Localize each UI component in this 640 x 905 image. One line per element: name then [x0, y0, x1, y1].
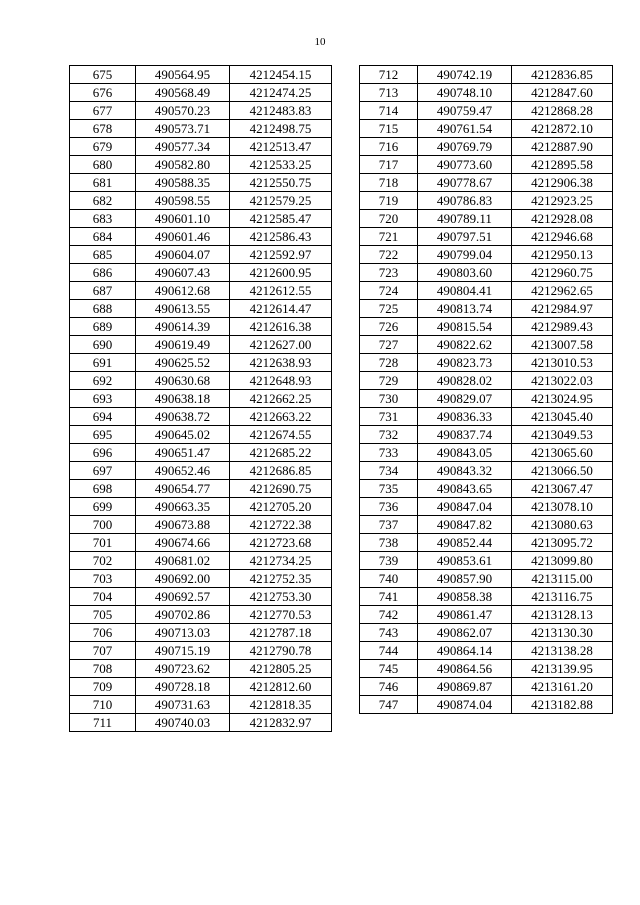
table-row [70, 246, 332, 264]
table-row [70, 714, 332, 732]
y-coordinate-cell: 4212690.75 [230, 480, 332, 498]
x-coordinate-cell: 490843.05 [418, 444, 512, 462]
y-coordinate-cell: 4213065.60 [512, 444, 613, 462]
table-row [70, 408, 332, 426]
point-number-cell: 723 [360, 264, 418, 282]
table-row [360, 516, 613, 534]
x-coordinate-cell: 490625.52 [136, 354, 230, 372]
y-coordinate-cell: 4212685.22 [230, 444, 332, 462]
table-row [70, 642, 332, 660]
table-row [360, 156, 613, 174]
y-coordinate-cell: 4213007.58 [512, 336, 613, 354]
point-number-cell: 734 [360, 462, 418, 480]
y-coordinate-cell: 4213049.53 [512, 426, 613, 444]
x-coordinate-cell: 490604.07 [136, 246, 230, 264]
y-coordinate-cell: 4212989.43 [512, 318, 613, 336]
y-coordinate-cell: 4212722.38 [230, 516, 332, 534]
x-coordinate-cell: 490654.77 [136, 480, 230, 498]
y-coordinate-cell: 4212474.25 [230, 84, 332, 102]
point-number-cell: 690 [70, 336, 136, 354]
x-coordinate-cell: 490651.47 [136, 444, 230, 462]
y-coordinate-cell: 4213010.53 [512, 354, 613, 372]
x-coordinate-cell: 490713.03 [136, 624, 230, 642]
x-coordinate-cell: 490731.63 [136, 696, 230, 714]
x-coordinate-cell: 490804.41 [418, 282, 512, 300]
y-coordinate-cell: 4212579.25 [230, 192, 332, 210]
y-coordinate-cell: 4212950.13 [512, 246, 613, 264]
x-coordinate-cell: 490638.72 [136, 408, 230, 426]
table-row [70, 606, 332, 624]
table-row [360, 390, 613, 408]
x-coordinate-cell: 490769.79 [418, 138, 512, 156]
x-coordinate-cell: 490759.47 [418, 102, 512, 120]
table-row [70, 570, 332, 588]
y-coordinate-cell: 4212946.68 [512, 228, 613, 246]
y-coordinate-cell: 4212614.47 [230, 300, 332, 318]
y-coordinate-cell: 4212960.75 [512, 264, 613, 282]
y-coordinate-cell: 4213067.47 [512, 480, 613, 498]
table-row [70, 300, 332, 318]
y-coordinate-cell: 4213161.20 [512, 678, 613, 696]
x-coordinate-cell: 490773.60 [418, 156, 512, 174]
point-number-cell: 679 [70, 138, 136, 156]
y-coordinate-cell: 4212847.60 [512, 84, 613, 102]
table-row [360, 138, 613, 156]
x-coordinate-cell: 490564.95 [136, 66, 230, 84]
table-row [360, 192, 613, 210]
coordinates-table-left [69, 65, 332, 732]
x-coordinate-cell: 490645.02 [136, 426, 230, 444]
x-coordinate-cell: 490728.18 [136, 678, 230, 696]
point-number-cell: 707 [70, 642, 136, 660]
point-number-cell: 710 [70, 696, 136, 714]
table-row [70, 318, 332, 336]
table-row [360, 642, 613, 660]
x-coordinate-cell: 490778.67 [418, 174, 512, 192]
x-coordinate-cell: 490837.74 [418, 426, 512, 444]
y-coordinate-cell: 4213115.00 [512, 570, 613, 588]
y-coordinate-cell: 4212928.08 [512, 210, 613, 228]
table-row [360, 696, 613, 714]
point-number-cell: 730 [360, 390, 418, 408]
y-coordinate-cell: 4212906.38 [512, 174, 613, 192]
point-number-cell: 704 [70, 588, 136, 606]
x-coordinate-cell: 490598.55 [136, 192, 230, 210]
y-coordinate-cell: 4213099.80 [512, 552, 613, 570]
x-coordinate-cell: 490692.57 [136, 588, 230, 606]
y-coordinate-cell: 4212752.35 [230, 570, 332, 588]
point-number-cell: 720 [360, 210, 418, 228]
y-coordinate-cell: 4212483.83 [230, 102, 332, 120]
point-number-cell: 701 [70, 534, 136, 552]
point-number-cell: 705 [70, 606, 136, 624]
y-coordinate-cell: 4212686.85 [230, 462, 332, 480]
y-coordinate-cell: 4212723.68 [230, 534, 332, 552]
point-number-cell: 683 [70, 210, 136, 228]
point-number-cell: 746 [360, 678, 418, 696]
y-coordinate-cell: 4213130.30 [512, 624, 613, 642]
point-number-cell: 677 [70, 102, 136, 120]
y-coordinate-cell: 4212498.75 [230, 120, 332, 138]
y-coordinate-cell: 4213128.13 [512, 606, 613, 624]
table-row [70, 660, 332, 678]
table-row [360, 84, 613, 102]
x-coordinate-cell: 490829.07 [418, 390, 512, 408]
x-coordinate-cell: 490601.10 [136, 210, 230, 228]
table-row [70, 66, 332, 84]
y-coordinate-cell: 4212805.25 [230, 660, 332, 678]
y-coordinate-cell: 4212513.47 [230, 138, 332, 156]
x-coordinate-cell: 490614.39 [136, 318, 230, 336]
point-number-cell: 716 [360, 138, 418, 156]
point-number-cell: 688 [70, 300, 136, 318]
x-coordinate-cell: 490789.11 [418, 210, 512, 228]
point-number-cell: 721 [360, 228, 418, 246]
point-number-cell: 702 [70, 552, 136, 570]
x-coordinate-cell: 490843.32 [418, 462, 512, 480]
point-number-cell: 682 [70, 192, 136, 210]
table-row [70, 552, 332, 570]
point-number-cell: 694 [70, 408, 136, 426]
table-row [360, 426, 613, 444]
x-coordinate-cell: 490843.65 [418, 480, 512, 498]
table-row [360, 660, 613, 678]
table-row [70, 426, 332, 444]
x-coordinate-cell: 490813.74 [418, 300, 512, 318]
y-coordinate-cell: 4212734.25 [230, 552, 332, 570]
table-row [70, 156, 332, 174]
y-coordinate-cell: 4212533.25 [230, 156, 332, 174]
table-row [70, 192, 332, 210]
y-coordinate-cell: 4212586.43 [230, 228, 332, 246]
x-coordinate-cell: 490803.60 [418, 264, 512, 282]
y-coordinate-cell: 4213139.95 [512, 660, 613, 678]
y-coordinate-cell: 4212627.00 [230, 336, 332, 354]
y-coordinate-cell: 4212962.65 [512, 282, 613, 300]
point-number-cell: 724 [360, 282, 418, 300]
point-number-cell: 709 [70, 678, 136, 696]
table-row [70, 498, 332, 516]
y-coordinate-cell: 4212836.85 [512, 66, 613, 84]
table-row [360, 354, 613, 372]
table-row [360, 120, 613, 138]
point-number-cell: 731 [360, 408, 418, 426]
point-number-cell: 718 [360, 174, 418, 192]
y-coordinate-cell: 4212600.95 [230, 264, 332, 282]
table-row [70, 174, 332, 192]
y-coordinate-cell: 4213022.03 [512, 372, 613, 390]
y-coordinate-cell: 4212638.93 [230, 354, 332, 372]
point-number-cell: 735 [360, 480, 418, 498]
point-number-cell: 742 [360, 606, 418, 624]
x-coordinate-cell: 490822.62 [418, 336, 512, 354]
point-number-cell: 676 [70, 84, 136, 102]
table-row [360, 588, 613, 606]
table-row [70, 102, 332, 120]
point-number-cell: 691 [70, 354, 136, 372]
table-row [70, 264, 332, 282]
point-number-cell: 712 [360, 66, 418, 84]
table-row [360, 318, 613, 336]
y-coordinate-cell: 4213138.28 [512, 642, 613, 660]
x-coordinate-cell: 490853.61 [418, 552, 512, 570]
x-coordinate-cell: 490857.90 [418, 570, 512, 588]
x-coordinate-cell: 490612.68 [136, 282, 230, 300]
table-row [360, 372, 613, 390]
x-coordinate-cell: 490852.44 [418, 534, 512, 552]
x-coordinate-cell: 490607.43 [136, 264, 230, 282]
point-number-cell: 706 [70, 624, 136, 642]
table-row [360, 408, 613, 426]
x-coordinate-cell: 490861.47 [418, 606, 512, 624]
y-coordinate-cell: 4212887.90 [512, 138, 613, 156]
table-row [70, 210, 332, 228]
point-number-cell: 728 [360, 354, 418, 372]
point-number-cell: 684 [70, 228, 136, 246]
point-number-cell: 713 [360, 84, 418, 102]
table-row [70, 84, 332, 102]
y-coordinate-cell: 4212812.60 [230, 678, 332, 696]
x-coordinate-cell: 490864.56 [418, 660, 512, 678]
y-coordinate-cell: 4212662.25 [230, 390, 332, 408]
x-coordinate-cell: 490652.46 [136, 462, 230, 480]
table-row [360, 570, 613, 588]
y-coordinate-cell: 4212868.28 [512, 102, 613, 120]
point-number-cell: 696 [70, 444, 136, 462]
point-number-cell: 729 [360, 372, 418, 390]
page-number: 10 [314, 36, 326, 48]
table-row [360, 552, 613, 570]
point-number-cell: 700 [70, 516, 136, 534]
point-number-cell: 687 [70, 282, 136, 300]
x-coordinate-cell: 490828.02 [418, 372, 512, 390]
table-row [70, 228, 332, 246]
table-row [70, 354, 332, 372]
table-row [70, 624, 332, 642]
y-coordinate-cell: 4212674.55 [230, 426, 332, 444]
point-number-cell: 741 [360, 588, 418, 606]
x-coordinate-cell: 490613.55 [136, 300, 230, 318]
y-coordinate-cell: 4213116.75 [512, 588, 613, 606]
y-coordinate-cell: 4212454.15 [230, 66, 332, 84]
point-number-cell: 693 [70, 390, 136, 408]
y-coordinate-cell: 4212753.30 [230, 588, 332, 606]
y-coordinate-cell: 4212984.97 [512, 300, 613, 318]
x-coordinate-cell: 490568.49 [136, 84, 230, 102]
table-row [70, 372, 332, 390]
point-number-cell: 744 [360, 642, 418, 660]
point-number-cell: 678 [70, 120, 136, 138]
point-number-cell: 699 [70, 498, 136, 516]
x-coordinate-cell: 490740.03 [136, 714, 230, 732]
point-number-cell: 697 [70, 462, 136, 480]
table-row [360, 246, 613, 264]
x-coordinate-cell: 490573.71 [136, 120, 230, 138]
y-coordinate-cell: 4212550.75 [230, 174, 332, 192]
table-row [70, 588, 332, 606]
x-coordinate-cell: 490836.33 [418, 408, 512, 426]
point-number-cell: 698 [70, 480, 136, 498]
x-coordinate-cell: 490663.35 [136, 498, 230, 516]
x-coordinate-cell: 490588.35 [136, 174, 230, 192]
table-row [70, 120, 332, 138]
y-coordinate-cell: 4213095.72 [512, 534, 613, 552]
x-coordinate-cell: 490601.46 [136, 228, 230, 246]
table-row [70, 696, 332, 714]
y-coordinate-cell: 4213080.63 [512, 516, 613, 534]
coordinates-table-right [359, 65, 613, 714]
table-row [360, 480, 613, 498]
y-coordinate-cell: 4212612.55 [230, 282, 332, 300]
x-coordinate-cell: 490847.04 [418, 498, 512, 516]
table-row [360, 534, 613, 552]
x-coordinate-cell: 490742.19 [418, 66, 512, 84]
y-coordinate-cell: 4213078.10 [512, 498, 613, 516]
point-number-cell: 703 [70, 570, 136, 588]
table-row [70, 282, 332, 300]
y-coordinate-cell: 4212663.22 [230, 408, 332, 426]
table-row [70, 516, 332, 534]
point-number-cell: 695 [70, 426, 136, 444]
table-row [360, 66, 613, 84]
point-number-cell: 714 [360, 102, 418, 120]
y-coordinate-cell: 4212923.25 [512, 192, 613, 210]
table-row [70, 336, 332, 354]
y-coordinate-cell: 4212832.97 [230, 714, 332, 732]
y-coordinate-cell: 4212787.18 [230, 624, 332, 642]
table-row [360, 606, 613, 624]
point-number-cell: 725 [360, 300, 418, 318]
y-coordinate-cell: 4212790.78 [230, 642, 332, 660]
point-number-cell: 738 [360, 534, 418, 552]
x-coordinate-cell: 490630.68 [136, 372, 230, 390]
point-number-cell: 685 [70, 246, 136, 264]
y-coordinate-cell: 4213024.95 [512, 390, 613, 408]
x-coordinate-cell: 490673.88 [136, 516, 230, 534]
table-row [360, 282, 613, 300]
point-number-cell: 736 [360, 498, 418, 516]
x-coordinate-cell: 490619.49 [136, 336, 230, 354]
x-coordinate-cell: 490681.02 [136, 552, 230, 570]
point-number-cell: 726 [360, 318, 418, 336]
x-coordinate-cell: 490638.18 [136, 390, 230, 408]
x-coordinate-cell: 490761.54 [418, 120, 512, 138]
x-coordinate-cell: 490799.04 [418, 246, 512, 264]
x-coordinate-cell: 490823.73 [418, 354, 512, 372]
point-number-cell: 692 [70, 372, 136, 390]
x-coordinate-cell: 490692.00 [136, 570, 230, 588]
table-row [360, 336, 613, 354]
x-coordinate-cell: 490786.83 [418, 192, 512, 210]
table-row [70, 462, 332, 480]
table-row [70, 444, 332, 462]
x-coordinate-cell: 490869.87 [418, 678, 512, 696]
table-row [360, 444, 613, 462]
point-number-cell: 747 [360, 696, 418, 714]
point-number-cell: 733 [360, 444, 418, 462]
point-number-cell: 711 [70, 714, 136, 732]
x-coordinate-cell: 490723.62 [136, 660, 230, 678]
point-number-cell: 675 [70, 66, 136, 84]
point-number-cell: 727 [360, 336, 418, 354]
table-row [360, 102, 613, 120]
table-row [360, 228, 613, 246]
y-coordinate-cell: 4212705.20 [230, 498, 332, 516]
point-number-cell: 680 [70, 156, 136, 174]
x-coordinate-cell: 490847.82 [418, 516, 512, 534]
x-coordinate-cell: 490858.38 [418, 588, 512, 606]
y-coordinate-cell: 4212818.35 [230, 696, 332, 714]
y-coordinate-cell: 4213045.40 [512, 408, 613, 426]
point-number-cell: 732 [360, 426, 418, 444]
x-coordinate-cell: 490874.04 [418, 696, 512, 714]
point-number-cell: 722 [360, 246, 418, 264]
x-coordinate-cell: 490797.51 [418, 228, 512, 246]
x-coordinate-cell: 490577.34 [136, 138, 230, 156]
x-coordinate-cell: 490862.07 [418, 624, 512, 642]
x-coordinate-cell: 490674.66 [136, 534, 230, 552]
table-row [360, 678, 613, 696]
x-coordinate-cell: 490570.23 [136, 102, 230, 120]
y-coordinate-cell: 4212872.10 [512, 120, 613, 138]
table-row [70, 534, 332, 552]
point-number-cell: 745 [360, 660, 418, 678]
point-number-cell: 719 [360, 192, 418, 210]
table-row [360, 462, 613, 480]
y-coordinate-cell: 4212895.58 [512, 156, 613, 174]
x-coordinate-cell: 490748.10 [418, 84, 512, 102]
x-coordinate-cell: 490715.19 [136, 642, 230, 660]
y-coordinate-cell: 4212648.93 [230, 372, 332, 390]
table-row [360, 174, 613, 192]
point-number-cell: 689 [70, 318, 136, 336]
point-number-cell: 740 [360, 570, 418, 588]
point-number-cell: 717 [360, 156, 418, 174]
table-row [360, 300, 613, 318]
table-row [360, 498, 613, 516]
point-number-cell: 715 [360, 120, 418, 138]
point-number-cell: 686 [70, 264, 136, 282]
table-row [70, 678, 332, 696]
y-coordinate-cell: 4212592.97 [230, 246, 332, 264]
point-number-cell: 708 [70, 660, 136, 678]
table-row [70, 390, 332, 408]
point-number-cell: 739 [360, 552, 418, 570]
point-number-cell: 681 [70, 174, 136, 192]
x-coordinate-cell: 490702.86 [136, 606, 230, 624]
y-coordinate-cell: 4213182.88 [512, 696, 613, 714]
table-row [360, 210, 613, 228]
table-row [360, 624, 613, 642]
table-row [360, 264, 613, 282]
x-coordinate-cell: 490864.14 [418, 642, 512, 660]
y-coordinate-cell: 4212616.38 [230, 318, 332, 336]
point-number-cell: 737 [360, 516, 418, 534]
y-coordinate-cell: 4212585.47 [230, 210, 332, 228]
x-coordinate-cell: 490582.80 [136, 156, 230, 174]
table-row [70, 480, 332, 498]
y-coordinate-cell: 4212770.53 [230, 606, 332, 624]
table-row [70, 138, 332, 156]
point-number-cell: 743 [360, 624, 418, 642]
x-coordinate-cell: 490815.54 [418, 318, 512, 336]
y-coordinate-cell: 4213066.50 [512, 462, 613, 480]
